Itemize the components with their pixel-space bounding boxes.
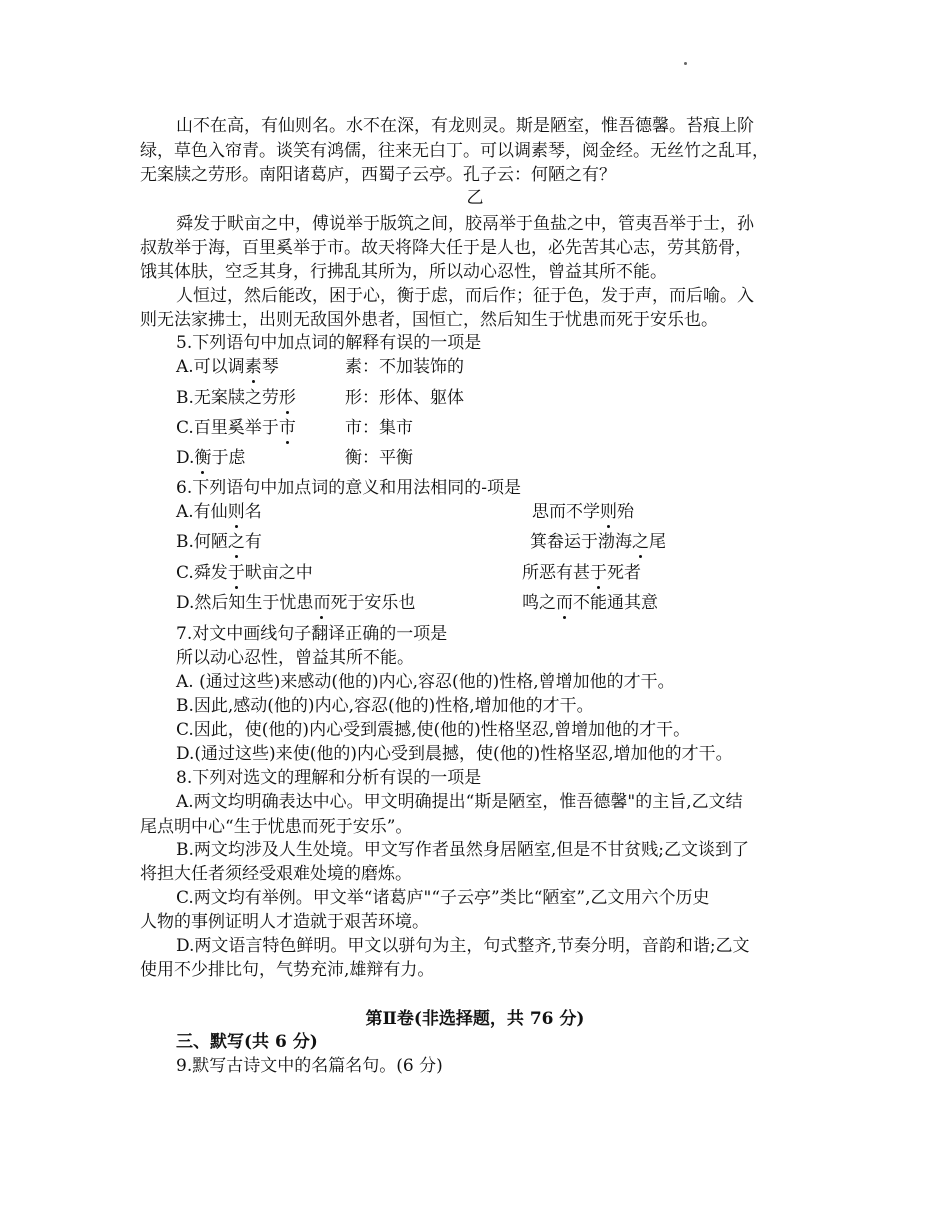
q6-option-d: D.然后知生于忧患而死于安乐也 xyxy=(176,593,416,613)
q6-compare-a: 思而不学则殆 xyxy=(532,502,634,522)
emphasis-dot-word: 形 xyxy=(278,388,296,408)
emphasis-dot-word: 则 xyxy=(600,502,617,522)
q6-option-a: A.有仙则名 xyxy=(176,502,262,522)
q9-stem: 9.默写古诗文中的名篇名句。(6 分) xyxy=(176,1056,443,1076)
emphasis-dot-word: 之 xyxy=(632,532,649,552)
emphasis-dot-word: 而 xyxy=(313,593,331,613)
emphasis-dot-word: 则 xyxy=(227,502,245,522)
passage-jia-line: 山不在高，有仙则名。水不在深，有龙则灵。斯是陋室，惟吾德馨。苔痕上阶 xyxy=(176,116,754,136)
scan-dot xyxy=(684,62,687,65)
q8-option-d-line1: D.两文语言特色鲜明。甲文以骈句为主，句式整齐,节奏分明，音韵和谐;乙文 xyxy=(176,936,750,956)
q7-option-b: B.因此,感动(他的)内心,容忍(他的)性格,增加他的才干。 xyxy=(176,696,594,716)
emphasis-dot-word: 于 xyxy=(590,563,607,583)
q5-option-a: A.可以调素琴 xyxy=(176,357,279,377)
q6-compare-b: 箕畚运于渤海之尾 xyxy=(530,532,666,552)
passage-yi-line: 饿其体肤，空乏其身，行拂乱其所为，所以动心忍性，曾益其所不能。 xyxy=(140,262,667,282)
passage-yi-line: 叔敖举于海，百里奚举于市。故天将降大任于是人也，必先苦其心志，劳其筋骨， xyxy=(140,238,752,258)
q5-stem: 5.下列语句中加点词的解释有误的一项是 xyxy=(176,333,482,353)
passage-yi-heading: 乙 xyxy=(466,188,484,208)
q7-option-c: C.因此，使(他的)内心受到震撼,使(他的)性格坚忍,曾增加他的才干。 xyxy=(176,720,691,740)
part-3-heading: 三、默写(共 6 分) xyxy=(176,1032,318,1052)
emphasis-dot-word: 衡 xyxy=(194,448,212,468)
q5-gloss-a: 素：不加装饰的 xyxy=(345,357,464,377)
q7-option-d: D.(通过这些)来使(他的)内心受到晨撼，使(他的)性格坚忍,增加他的才干。 xyxy=(176,744,733,764)
q6-compare-c: 所恶有甚于死者 xyxy=(522,563,641,583)
q8-stem: 8.下列对选文的理解和分析有误的一项是 xyxy=(176,768,482,788)
q6-stem: 6.下列语句中加点词的意义和用法相同的-项是 xyxy=(176,478,521,498)
q7-stem: 7.对文中画线句子翻译正确的一项是 xyxy=(176,624,448,644)
passage-jia-line: 无案牍之劳形。南阳诸葛庐，西蜀子云亭。孔子云：何陋之有？ xyxy=(140,165,616,185)
q8-option-c-line2: 人物的事例证明人才造就于艰苦环境。 xyxy=(140,912,429,932)
emphasis-dot-word: 而 xyxy=(556,593,573,613)
q5-option-b: B.无案牍之劳形 xyxy=(176,388,296,408)
emphasis-dot-word: 之 xyxy=(227,532,245,552)
q5-gloss-b: 形：形体、躯体 xyxy=(345,388,464,408)
q7-option-a: A. (通过这些)来感动(他的)内心,容忍(他的)性格,曾增加他的才干。 xyxy=(176,672,675,692)
section-2-title: 第Ⅱ卷(非选择题，共 76 分) xyxy=(365,1009,585,1029)
q8-option-d-line2: 使用不少排比句，气势充沛,雄辩有力。 xyxy=(140,960,435,980)
q7-sentence: 所以动心忍性，曾益其所不能。 xyxy=(176,648,414,668)
q6-option-c: C.舜发于畎亩之中 xyxy=(176,563,313,583)
q8-option-a-line1: A.两文均明确表达中心。甲文明确提出“斯是陋室，惟吾德馨"的主旨,乙文结 xyxy=(176,792,743,812)
passage-yi-line: 人恒过，然后能改，困于心，衡于虑，而后作；征于色，发于声，而后喻。入 xyxy=(176,286,754,306)
q8-option-b-line2: 将担大任者须经受艰难处境的磨炼。 xyxy=(140,864,412,884)
passage-jia-line: 绿，草色入帘青。谈笑有鸿儒，往来无白丁。可以调素琴，阅金经。无丝竹之乱耳， xyxy=(140,141,769,161)
q8-option-c-line1: C.两文均有举例。甲文举“诸葛庐"“子云亭”类比“陋室”,乙文用六个历史 xyxy=(176,888,710,908)
emphasis-dot-word: 素 xyxy=(244,357,262,377)
q8-option-b-line1: B.两文均涉及人生处境。甲文写作者虽然身居陋室,但是不甘贫贱;乙文谈到了 xyxy=(176,840,750,860)
passage-yi-line: 则无法家拂士，出则无敌国外患者，国恒亡，然后知生于忧患而死于安乐也。 xyxy=(140,310,718,330)
q5-gloss-d: 衡：平衡 xyxy=(345,448,413,468)
q5-gloss-c: 市：集市 xyxy=(345,418,413,438)
emphasis-dot-word: 市 xyxy=(278,418,296,438)
q6-option-b: B.何陋之有 xyxy=(176,532,262,552)
passage-yi-line: 舜发于畎亩之中，傅说举于版筑之间，胶鬲举于鱼盐之中，管夷吾举于士，孙 xyxy=(176,214,754,234)
q5-option-c: C.百里奚举于市 xyxy=(176,418,296,438)
q5-option-d: D.衡于虑 xyxy=(176,448,246,468)
q8-option-a-line2: 尾点明中心“生于忧患而死于安乐”。 xyxy=(140,817,413,837)
q6-compare-d: 鸣之而不能通其意 xyxy=(522,593,658,613)
emphasis-dot-word: 于 xyxy=(227,563,245,583)
